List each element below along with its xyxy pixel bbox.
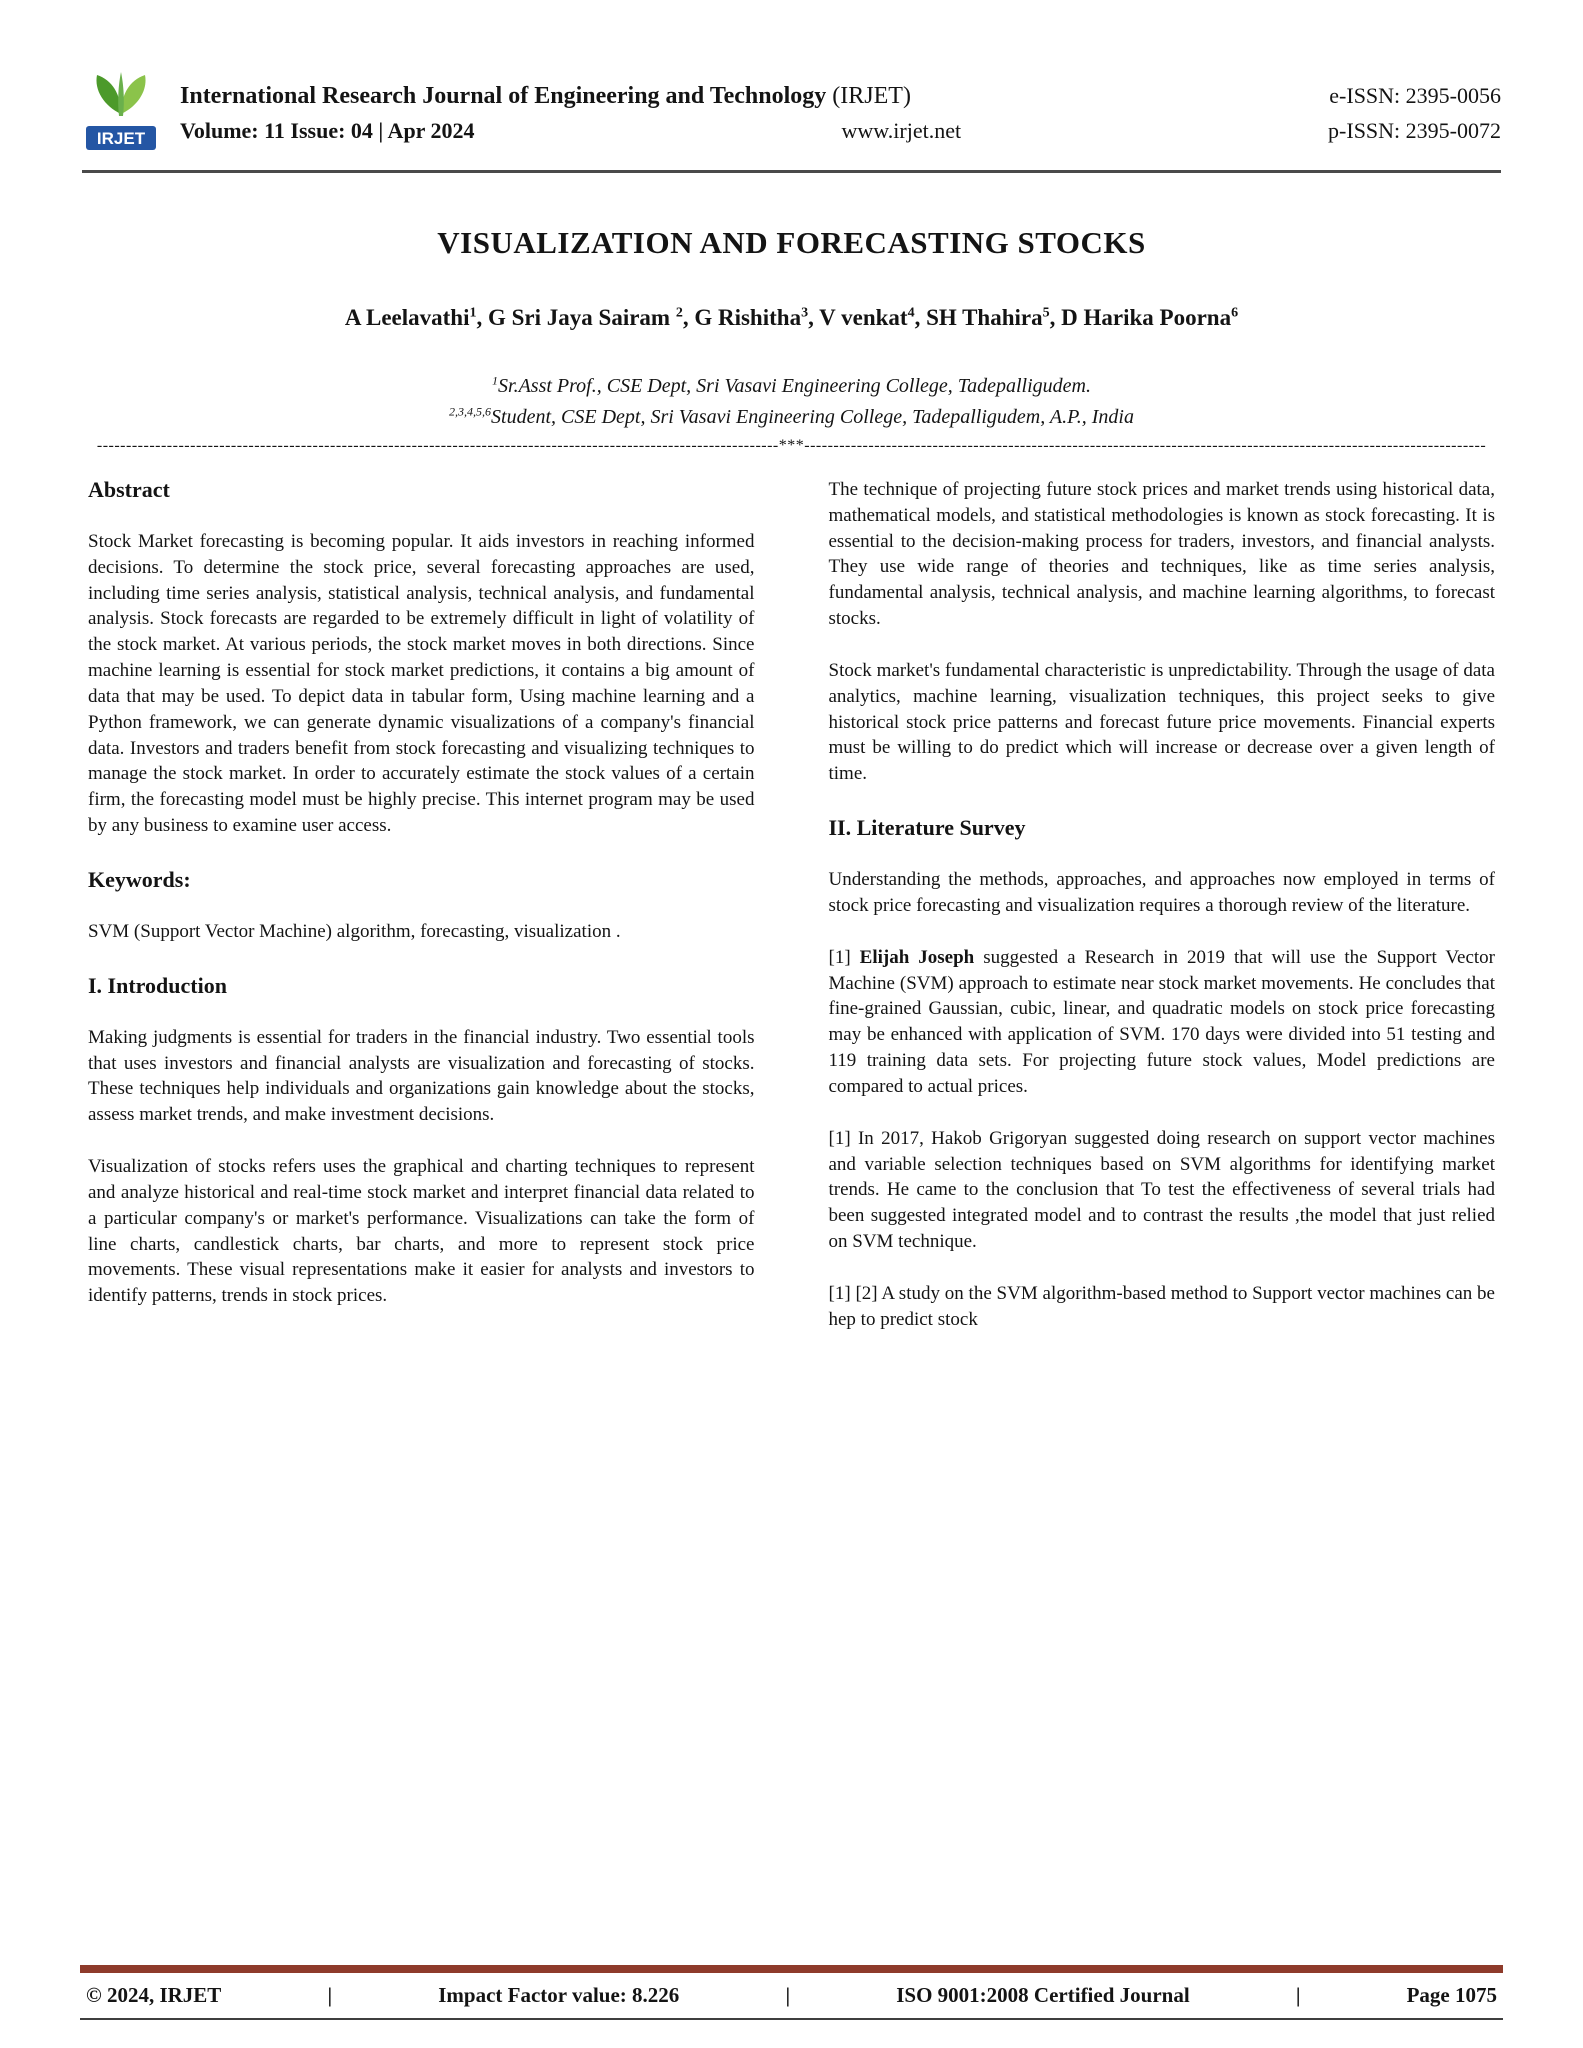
author-sep: , <box>682 305 695 330</box>
introduction-paragraph-2: Visualization of stocks refers uses the graphical and charting techniques to represent and analyze historical and real-time stock market and interpret financial data related to a particular company's or market's performance. Visualizations can take the form of line charts, candlestick charts, bar charts, and more to represent stock price movements. These visual representations make it easier for analysts and investors to identify patterns, trends in stock prices. <box>88 1156 755 1307</box>
authors-line <box>0 305 1583 331</box>
affiliation-1-text: Sr.Asst Prof., CSE Dept, Sri Vasavi Engineering College, Tadepalligudem. <box>498 375 1091 397</box>
journal-name <box>180 83 911 110</box>
author-2-sup: 2 <box>675 305 683 321</box>
forecasting-paragraph-2: Stock market's fundamental characteristic is unpredictability. Through the usage of data analytics, machine learning, visualization techniques, this project seeks to give historical stock price patterns and forecast future price movements. Financial experts must be willing to do predict which will increase or decrease over a given length of time. <box>828 659 1495 785</box>
author-3-sup: 3 <box>801 305 809 321</box>
footer-accent-bar <box>80 1965 1503 1973</box>
author-5-sup: 5 <box>1042 305 1050 321</box>
author-5: SH Thahira <box>926 305 1043 330</box>
keywords-heading: Keywords: <box>88 866 191 892</box>
author-1-sup: 1 <box>469 305 477 321</box>
author-1: A Leelavathi <box>344 305 470 330</box>
literature-survey-heading: II. Literature Survey <box>828 815 1026 841</box>
author-sep: , <box>808 305 820 330</box>
literature-intro-paragraph: Understanding the methods, approaches, and approaches now employed in terms of stock price forecasting and visualization requires a thorough review of the literature. <box>828 869 1495 916</box>
author-6: D Harika Poorna <box>1061 305 1232 330</box>
author-sep: , <box>1049 305 1062 330</box>
paper-title: VISUALIZATION AND FORECASTING STOCKS <box>437 225 1146 260</box>
introduction-paragraph-1: Making judgments is essential for traders in the financial industry. Two essential tools that uses investors and financial analysts are visualization and forecasting of stocks. These techniques help individuals and organizations gain knowledge about the stocks, assess market trends, and make investment decisions. <box>88 1026 755 1126</box>
literature-ref-3: [1] [2] A study on the SVM algorithm-based method to Support vector machines can be hep to predict stock <box>828 1282 1495 1330</box>
irjet-logo-graphic <box>82 70 160 156</box>
affiliations <box>0 371 1583 433</box>
forecasting-paragraph-1: The technique of projecting future stock prices and market trends using historical data, mathematical models, and statistical methodologies is known as stock forecasting. It is essential to the decision-making process for traders, investors, and financial analysts. They use wide range of theories and techniques, like as time series analysis, fundamental analysis, technical analysis, and machine learning algorithms, to forecast stocks. <box>828 479 1495 630</box>
author-3: G Rishitha <box>694 305 802 330</box>
author-sep: , <box>476 305 488 330</box>
journal-name-abbrev: (IRJET) <box>826 82 911 109</box>
ref-1-body: suggested a Research in 2019 that will use the Support Vector Machine (SVM) approach to estimate near stock market movements. He concludes that fine-grained Gaussian, cubic, linear, and quadratic models on stock price forecasting may be enhanced with application of SVM. 170 days were divided into 51 testing and 119 training data sets. For projecting future stock values, Model predictions are compared to actual prices. <box>828 946 1495 1097</box>
logo-text: IRJET <box>96 129 146 148</box>
author-6-sup: 6 <box>1231 305 1239 321</box>
ref-1-prefix: [1] <box>828 946 860 968</box>
keywords-paragraph: SVM (Support Vector Machine) algorithm, forecasting, visualization . <box>88 920 621 942</box>
author-2: G Sri Jaya Sairam <box>488 305 676 330</box>
footer-divider: | <box>1295 1983 1301 2007</box>
separator-dashes: ---------------------------------------------------------------------------------------------------------------------***--------------------------------------------------------------------------------------------------------------------- <box>96 437 1487 454</box>
right-column <box>829 467 1496 1359</box>
two-column-body <box>88 467 1495 1359</box>
journal-website-link[interactable]: www.irjet.net <box>841 117 962 143</box>
abstract-paragraph: Stock Market forecasting is becoming popular. It aids investors in reaching informed decisions. To determine the stock price, several forecasting approaches are used, including time series analysis, statistical analysis, technical analysis, and fundamental analysis. Stock forecasts are regarded to be extremely difficult in light of volatility of the stock market. At various periods, the stock market moves in both directions. Since machine learning is essential for stock market predictions, it contains a big amount of data that may be used. To depict data in tabular form, Using machine learning and a Python framework, we can generate dynamic visualizations of a company's financial data. Investors and traders benefit from stock forecasting and visualizing techniques to manage the stock market. In order to accurately estimate the stock values of a certain firm, the forecasting model must be highly precise. This internet program may be used by any business to examine user access. <box>88 531 755 837</box>
footer-text-row <box>80 1973 1503 2018</box>
footer-divider: | <box>327 1983 333 2007</box>
p-issn: p-ISSN: 2395-0072 <box>1328 117 1501 143</box>
footer-impact-factor: Impact Factor value: 8.226 <box>438 1983 680 2007</box>
footer-bottom-rule <box>80 2018 1503 2020</box>
affiliation-2 <box>0 402 1583 433</box>
irjet-logo <box>82 70 160 156</box>
author-4-sup: 4 <box>907 305 915 321</box>
abstract-heading: Abstract <box>88 477 170 502</box>
affiliation-2-sup: 2,3,4,5,6 <box>449 404 492 419</box>
journal-name-bold: International Research Journal of Engineering and Technology <box>180 82 827 109</box>
journal-header <box>82 70 1501 173</box>
e-issn: e-ISSN: 2395-0056 <box>1329 82 1501 108</box>
footer-copyright: © 2024, IRJET <box>86 1983 222 2007</box>
author-sep: , <box>914 305 927 330</box>
section-separator <box>70 437 1513 455</box>
ref-1-author: Elijah Joseph <box>859 946 975 968</box>
footer-page-number: Page 1075 <box>1406 1983 1497 2007</box>
footer-iso-certification: ISO 9001:2008 Certified Journal <box>896 1983 1190 2007</box>
volume-issue: Volume: 11 Issue: 04 | Apr 2024 <box>180 117 475 143</box>
page-footer <box>80 1965 1503 2020</box>
left-column <box>88 467 755 1359</box>
footer-divider: | <box>785 1983 791 2007</box>
affiliation-1 <box>0 371 1583 402</box>
author-4: V venkat <box>819 305 908 330</box>
literature-ref-2: [1] In 2017, Hakob Grigoryan suggested doing research on support vector machines and variable selection techniques based on SVM algorithms for identifying market trends. He came to the conclusion that To test the effectiveness of several trials had been suggested integrated model and to contrast the results ,the model that just relied on SVM technique. <box>828 1127 1495 1253</box>
literature-ref-1 <box>829 945 1496 1100</box>
affiliation-2-text: Student, CSE Dept, Sri Vasavi Engineering College, Tadepalligudem, A.P., India <box>491 406 1134 428</box>
affiliation-1-sup: 1 <box>492 373 499 388</box>
header-text-block <box>180 83 1501 144</box>
introduction-heading: I. Introduction <box>88 972 227 998</box>
